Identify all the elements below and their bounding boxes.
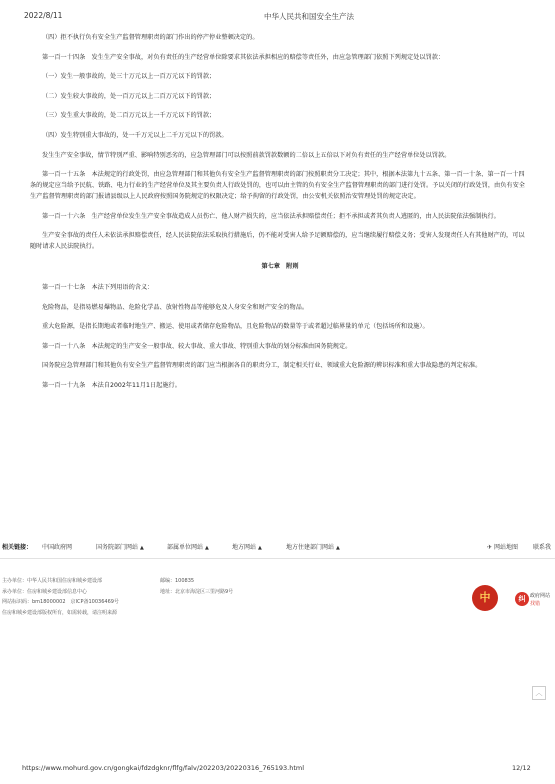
link-contact[interactable] [533,542,551,551]
link-label: 中国政府网 [42,544,73,551]
link-label: 国务院部门网站 [96,544,139,551]
site-footer [0,568,555,628]
link-affiliated-units[interactable] [167,542,209,551]
link-site-map[interactable] [487,542,518,551]
caret-up-icon: ▲ [336,545,340,551]
paragraph: 重大危险源，是指长期地或者临时地生产、搬运、使用或者储存危险物品，且危险物品的数量等于或者超过临界量的单元（包括场所和设施）。 [42,323,429,331]
law-text [30,32,530,400]
footer-line: 主办单位：中华人民共和国住房和城乡建设部 [2,578,103,584]
paragraph: 国务院应急管理部门和其他负有安全生产监督管理职责的部门应当根据各自的职责分工，制定相关行业、领域重大危险源的辨识标准和重大事故隐患的判定标准。 [42,362,482,370]
footer-line: 邮编：100835 [160,578,195,584]
footer-line: 网站标识码：bm18000002 京ICP备10036469号 [2,599,119,605]
link-state-council-departments[interactable] [96,542,144,551]
paragraph: 第一百一十七条 本法下列用语的含义： [42,283,154,291]
chevron-up-icon: ︿ [535,689,543,697]
link-local-sites[interactable] [232,542,262,551]
page-url: https://www.mohurd.gov.cn/gongkai/fdzdgknr/flfg/falv/202203/20220316_765193.html [22,764,305,772]
paragraph: 第一百一十六条 生产经营单位发生生产安全事故造成人员伤亡、他人财产损失的，应当依法承担赔偿责任；拒不承担或者其负责人逃匿的，由人民法院依法强制执行。 [42,212,500,220]
caret-up-icon: ▲ [205,545,209,551]
paragraph: 生产安全事故的责任人未依法承担赔偿责任，经人民法院依法采取执行措施后，仍不能对受害人给予足额赔偿的，应当继续履行赔偿义务；受害人发现责任人有其他财产的，可以随时请求人民法院执行。 [30,232,525,251]
divider [0,558,555,559]
sitemap-icon: ✈ [487,544,493,551]
paragraph: （二）发生较大事故的，处一百万元以上二百万元以下的罚款； [42,92,216,100]
paragraph: （四）发生特别重大事故的，处一千万元以上二千万元以下的罚款。 [42,131,228,139]
footer-line: 地址：北京市海淀区三里河路9号 [160,588,234,595]
footer-sponsor-info [2,576,119,618]
footer-address [160,576,233,597]
page-number: 12/12 [512,764,531,772]
paragraph: 危险物品，是指易燃易爆物品、危险化学品、放射性物品等能够危及人身安全和财产安全的物品。 [42,303,309,311]
paragraph: （四）拒不执行负有安全生产监督管理职责的部门作出的停产停业整顿决定的。 [42,34,259,41]
error-report-label: 政府网站 [530,593,551,599]
footer-line: 住房和城乡建设部版权所有，如需转载，请注明来源 [2,609,118,616]
paragraph: 第一百一十四条 发生生产安全事故，对负有责任的生产经营单位除要求其依法承担相应的赔偿等责任外，由应急管理部门依照下列规定处以罚款： [42,53,445,61]
paragraph: 第一百一十五条 本法规定的行政处罚，由应急管理部门和其他负有安全生产监督管理职责的部门按照职责分工决定；其中，根据本法第九十五条、第一百一十条、第一百一十四条的规定应当给予民航、铁路、电力行业的生产经营单位及其主要负责人行政处罚的，也可以由主管的负有安全生产监督管理职责的部门进行处罚。予以关闭的行政处罚，由负有安全生产监督管理职责的部门报请县级以上人民政府按照国务院规定的权限决定；给予拘留的行政处罚，由公安机关依照治安管理处罚的规定决定。 [30,171,525,201]
link-label: 地方住建部门网站 [286,544,335,551]
error-report-icon: 纠 [515,592,529,606]
caret-up-icon: ▲ [258,545,262,551]
paragraph: 发生生产安全事故，情节特别严重、影响特别恶劣的，应急管理部门可以按照前款罚款数额的二倍以上五倍以下对负有责任的生产经营单位处以罚款。 [42,151,451,159]
link-local-housing-departments[interactable] [286,542,340,551]
print-date: 2022/8/11 [24,11,63,20]
related-links-label: 相关链接： [2,544,33,551]
paragraph: 第一百一十九条 本法自2002年11月1日起施行。 [42,381,181,389]
back-to-top-button[interactable] [532,686,546,700]
error-report-sublabel: 找错 [530,601,541,607]
paragraph: （一）发生一般事故的，处三十万元以上一百万元以下的罚款； [42,73,216,81]
party-government-emblem-icon[interactable]: 中 [472,585,498,611]
link-label: 地方网站 [232,544,257,551]
footer-line: 承办单位：住房和城乡建设部信息中心 [2,588,88,595]
paragraph: 第一百一十八条 本法规定的生产安全一般事故、较大事故、重大事故、特别重大事故的划分标准由国务院规定。 [42,342,352,350]
link-label: 网站地图 [493,544,518,551]
chapter-heading: 第七章 附则 [261,262,299,270]
page-title: 中华人民共和国安全生产法 [264,12,354,21]
related-links-bar [0,540,555,554]
link-label: 联系我 [533,544,552,551]
paragraph: （三）发生重大事故的，处二百万元以上一千万元以下的罚款； [42,112,216,120]
link-gov-cn[interactable] [42,542,72,551]
government-site-error-report[interactable] [515,590,555,612]
link-label: 部属单位网站 [167,544,204,551]
caret-up-icon: ▲ [140,545,144,551]
